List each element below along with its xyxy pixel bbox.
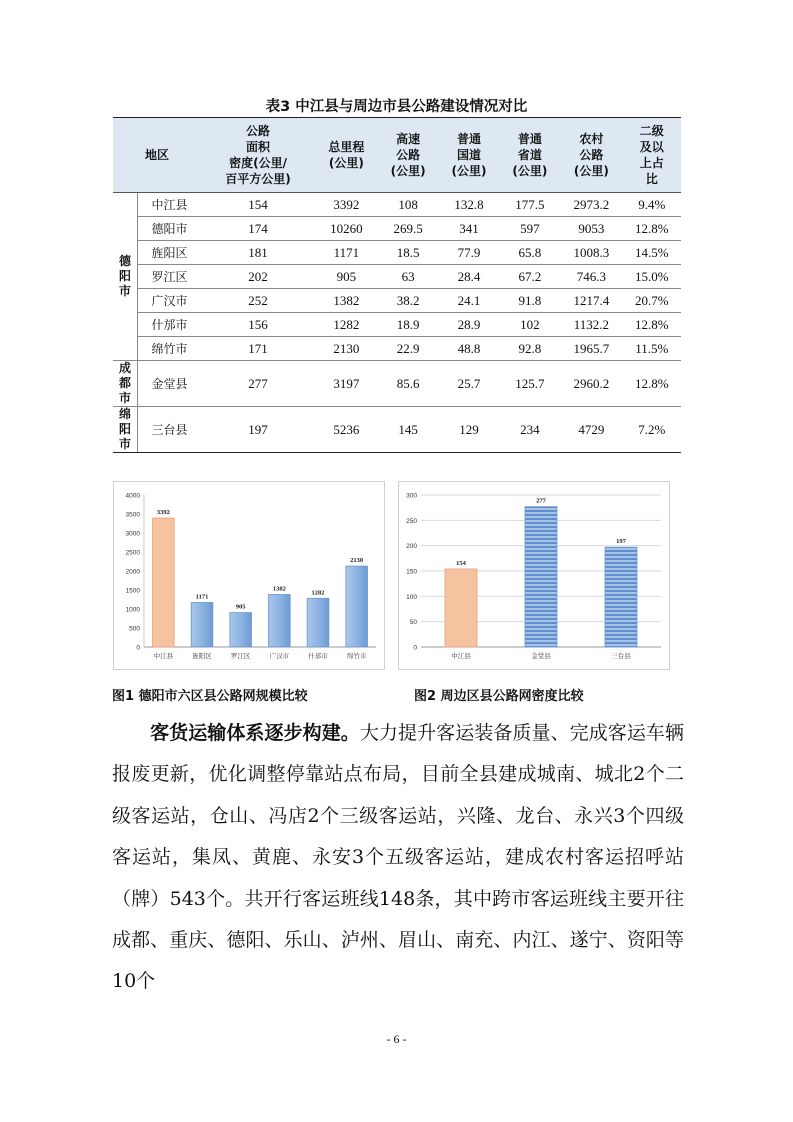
x-tick-label: 金堂县 — [531, 652, 551, 660]
cell-ratio: 11.5% — [623, 337, 682, 361]
y-tick-label: 2500 — [125, 549, 140, 557]
x-tick-label: 旌阳区 — [192, 652, 212, 660]
header-national — [439, 118, 500, 193]
header-rural-line: 公路 — [579, 148, 604, 162]
figure-1-caption: 图1 德阳市六区县公路网规模比较 — [112, 689, 308, 704]
header-rural-line: (公里) — [573, 164, 609, 178]
cell-national: 129 — [439, 407, 500, 453]
header-density-line: 公路 — [246, 124, 271, 138]
header-ratio-line: 上占 — [639, 156, 664, 170]
bar — [307, 598, 329, 647]
data-label: 1382 — [272, 585, 286, 593]
data-label: 1171 — [195, 593, 209, 601]
cell-provincial: 102 — [499, 313, 560, 337]
body-paragraph — [112, 713, 684, 1003]
cell-national: 28.4 — [439, 265, 500, 289]
cell-total: 905 — [315, 265, 378, 289]
header-ratio-line: 比 — [645, 172, 658, 186]
cell-national: 28.9 — [439, 313, 500, 337]
chart-road-scale-svg — [114, 482, 384, 669]
header-region: 地区 — [113, 118, 201, 193]
header-expressway — [378, 118, 439, 193]
header-density-line: 百平方公里) — [225, 172, 291, 186]
header-provincial-line: (公里) — [512, 164, 548, 178]
bar — [269, 594, 291, 647]
data-label: 905 — [235, 603, 246, 611]
cell-ratio: 12.8% — [623, 313, 682, 337]
cell-region: 广汉市 — [138, 289, 202, 313]
paragraph-lead: 客货运输体系逐步构建。 — [150, 722, 360, 744]
header-rural-line: 农村 — [579, 132, 604, 146]
paragraph-text: 大力提升客运装备质量、完成客运车辆报废更新，优化调整停靠站点布局，目前全县建成城南、城北2个二级客运站，仓山、冯店2个三级客运站，兴隆、龙台、永兴3个四级客运站，集凤、黄鹿、永安3个五级客运站，建成农村客运招呼站（牌）543个。共开行客运班线148条，其中跨市客运班线主要开往成都、重庆、德阳、乐山、泸州、眉山、南充、内江、遂宁、资阳等10个 — [112, 722, 684, 993]
data-label: 2130 — [350, 557, 364, 565]
x-tick-label: 中江县 — [153, 652, 174, 660]
y-tick-label: 0 — [136, 644, 140, 652]
header-ratio — [623, 118, 682, 193]
cell-density: 154 — [201, 193, 315, 217]
table-row — [113, 265, 681, 289]
cell-rural: 1217.4 — [560, 289, 622, 313]
cell-national: 48.8 — [439, 337, 500, 361]
group-city-label: 成都市 — [118, 361, 131, 405]
cell-provincial: 65.8 — [499, 241, 560, 265]
chart-road-density-svg — [399, 482, 669, 669]
group-city-label: 绵阳市 — [118, 407, 131, 451]
data-label: 3392 — [156, 509, 170, 517]
header-national-line: 国道 — [456, 148, 481, 162]
y-tick-label: 3500 — [125, 511, 140, 519]
page-number: - 6 - — [386, 1032, 407, 1046]
cell-density: 174 — [201, 217, 315, 241]
cell-density: 197 — [201, 407, 315, 453]
y-tick-label: 4000 — [125, 492, 140, 500]
header-rural — [560, 118, 622, 193]
cell-provincial: 91.8 — [499, 289, 560, 313]
cell-ratio: 14.5% — [623, 241, 682, 265]
header-expressway-line: 公路 — [396, 148, 421, 162]
cell-provincial: 177.5 — [499, 193, 560, 217]
y-tick-label: 150 — [406, 568, 417, 576]
chart-road-scale — [113, 481, 385, 670]
y-tick-label: 250 — [406, 517, 417, 525]
table-row — [113, 313, 681, 337]
cell-rural: 2973.2 — [560, 193, 622, 217]
header-provincial-line: 省道 — [517, 148, 542, 162]
cell-region: 三台县 — [138, 407, 202, 453]
bar — [153, 518, 175, 647]
y-tick-label: 300 — [406, 492, 417, 500]
header-national-line: 普通 — [456, 132, 481, 146]
cell-provincial: 597 — [499, 217, 560, 241]
cell-provincial: 125.7 — [499, 361, 560, 407]
y-tick-label: 1500 — [125, 587, 140, 595]
header-density — [201, 118, 315, 193]
cell-region: 什邡市 — [138, 313, 202, 337]
y-tick-label: 50 — [409, 619, 417, 627]
x-tick-label: 三台县 — [611, 652, 631, 660]
header-ratio-line: 及以 — [639, 140, 664, 154]
data-label: 277 — [536, 497, 546, 505]
cell-ratio: 9.4% — [623, 193, 682, 217]
cell-total: 10260 — [315, 217, 378, 241]
x-tick-label: 罗江区 — [230, 652, 251, 660]
bar — [346, 566, 368, 647]
cell-rural: 1132.2 — [560, 313, 622, 337]
header-provincial — [499, 118, 560, 193]
bar — [445, 569, 477, 647]
cell-region: 旌阳区 — [138, 241, 202, 265]
cell-national: 341 — [439, 217, 500, 241]
cell-density: 181 — [201, 241, 315, 265]
cell-national: 77.9 — [439, 241, 500, 265]
cell-expressway: 145 — [378, 407, 439, 453]
cell-total: 1382 — [315, 289, 378, 313]
y-tick-label: 500 — [129, 625, 140, 633]
header-ratio-line: 二级 — [639, 124, 664, 138]
cell-region: 罗江区 — [138, 265, 202, 289]
table-row — [113, 217, 681, 241]
y-tick-label: 0 — [413, 644, 417, 652]
header-density-line: 面积 — [246, 140, 271, 154]
header-provincial-line: 普通 — [517, 132, 542, 146]
cell-region: 德阳市 — [138, 217, 202, 241]
cell-rural: 1008.3 — [560, 241, 622, 265]
header-total-line: 总里程 — [328, 140, 365, 154]
group-city-cell — [113, 407, 138, 453]
cell-total: 2130 — [315, 337, 378, 361]
header-density-line: 密度(公里/ — [229, 156, 287, 170]
data-label: 1282 — [311, 589, 325, 597]
header-expressway-line: (公里) — [390, 164, 426, 178]
y-tick-label: 200 — [406, 543, 417, 551]
table-row — [113, 337, 681, 361]
road-comparison-table — [113, 117, 681, 453]
group-city-cell — [113, 361, 138, 407]
cell-provincial: 234 — [499, 407, 560, 453]
cell-national: 24.1 — [439, 289, 500, 313]
cell-expressway: 18.9 — [378, 313, 439, 337]
cell-rural: 1965.7 — [560, 337, 622, 361]
table-caption: 表3 中江县与周边市县公路建设情况对比 — [265, 99, 528, 115]
cell-total: 3392 — [315, 193, 378, 217]
cell-national: 25.7 — [439, 361, 500, 407]
cell-total: 1282 — [315, 313, 378, 337]
cell-ratio: 15.0% — [623, 265, 682, 289]
cell-rural: 9053 — [560, 217, 622, 241]
table-row — [113, 241, 681, 265]
table-row — [113, 289, 681, 313]
x-tick-label: 中江县 — [451, 652, 471, 660]
table-row — [113, 361, 681, 407]
cell-expressway: 108 — [378, 193, 439, 217]
table-row — [113, 407, 681, 453]
chart-road-density — [398, 481, 670, 670]
cell-density: 202 — [201, 265, 315, 289]
cell-rural: 4729 — [560, 407, 622, 453]
data-label: 154 — [456, 559, 466, 567]
x-tick-label: 绵竹市 — [346, 652, 367, 660]
cell-total: 5236 — [315, 407, 378, 453]
cell-provincial: 67.2 — [499, 265, 560, 289]
table-header-row — [113, 118, 681, 193]
header-total — [315, 118, 378, 193]
x-tick-label: 什邡市 — [308, 652, 328, 660]
header-national-line: (公里) — [451, 164, 487, 178]
cell-ratio: 7.2% — [623, 407, 682, 453]
y-tick-label: 1000 — [125, 606, 140, 614]
cell-national: 132.8 — [439, 193, 500, 217]
figure-2-caption: 图2 周边区县公路网密度比较 — [414, 689, 584, 704]
y-tick-label: 2000 — [125, 568, 140, 576]
cell-density: 171 — [201, 337, 315, 361]
cell-density: 156 — [201, 313, 315, 337]
cell-total: 3197 — [315, 361, 378, 407]
cell-region: 绵竹市 — [138, 337, 202, 361]
cell-rural: 2960.2 — [560, 361, 622, 407]
bar — [230, 613, 252, 647]
cell-ratio: 20.7% — [623, 289, 682, 313]
cell-region: 中江县 — [138, 193, 202, 217]
header-total-line: (公里) — [328, 156, 364, 170]
table-row — [113, 193, 681, 217]
cell-expressway: 63 — [378, 265, 439, 289]
cell-density: 252 — [201, 289, 315, 313]
bar — [191, 603, 213, 647]
bar — [525, 507, 557, 647]
cell-expressway: 38.2 — [378, 289, 439, 313]
y-tick-label: 100 — [406, 593, 417, 601]
group-city-cell — [113, 193, 138, 361]
cell-expressway: 85.6 — [378, 361, 439, 407]
x-tick-label: 广汉市 — [269, 652, 290, 660]
bar — [605, 547, 637, 647]
cell-region: 金堂县 — [138, 361, 202, 407]
cell-expressway: 18.5 — [378, 241, 439, 265]
cell-expressway: 22.9 — [378, 337, 439, 361]
cell-density: 277 — [201, 361, 315, 407]
header-expressway-line: 高速 — [396, 132, 421, 146]
data-label: 197 — [616, 538, 626, 546]
cell-expressway: 269.5 — [378, 217, 439, 241]
cell-total: 1171 — [315, 241, 378, 265]
cell-ratio: 12.8% — [623, 361, 682, 407]
cell-ratio: 12.8% — [623, 217, 682, 241]
cell-provincial: 92.8 — [499, 337, 560, 361]
group-city-label: 德阳市 — [118, 254, 131, 298]
cell-rural: 746.3 — [560, 265, 622, 289]
y-tick-label: 3000 — [125, 530, 140, 538]
